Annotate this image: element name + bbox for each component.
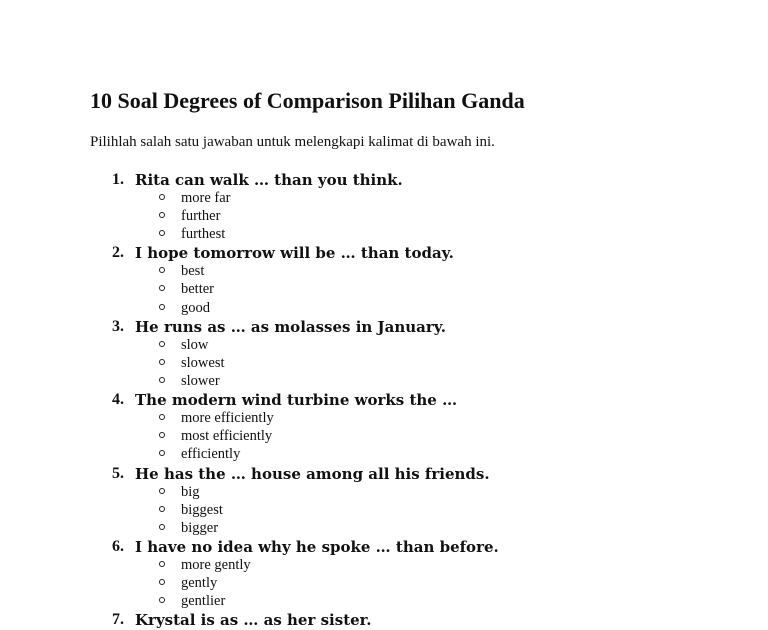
question-text: I have no idea why he spoke … than before. (135, 537, 499, 556)
hollow-circle-bullet-icon (159, 359, 165, 365)
question-number: 7. (112, 611, 124, 629)
question-number: 2. (112, 244, 124, 262)
hollow-circle-bullet-icon (159, 524, 165, 530)
answer-option-text: slowest (181, 354, 225, 371)
hollow-circle-bullet-icon (159, 267, 165, 273)
question-text: The modern wind turbine works the … (135, 391, 458, 410)
hollow-circle-bullet-icon (159, 450, 165, 456)
answer-option-text: more efficiently (181, 410, 274, 427)
hollow-circle-bullet-icon (159, 506, 165, 512)
hollow-circle-bullet-icon (159, 212, 165, 218)
answer-option-text: good (181, 299, 210, 316)
question-number: 5. (112, 464, 124, 482)
answer-option-text: furthest (181, 226, 226, 243)
hollow-circle-bullet-icon (159, 488, 165, 494)
page-title: 10 Soal Degrees of Comparison Pilihan Ganda (90, 88, 525, 113)
question-text: Krystal is as … as her sister. (135, 611, 372, 630)
answer-option-text: bigger (181, 519, 219, 536)
instructions: Pilihlah salah satu jawaban untuk melengkapi kalimat di bawah ini. (90, 134, 495, 150)
hollow-circle-bullet-icon (159, 377, 165, 383)
answer-option-text: more gently (181, 556, 251, 573)
answer-option-text: slow (181, 336, 209, 353)
answer-option-text: more far (181, 190, 231, 206)
hollow-circle-bullet-icon (159, 304, 165, 310)
answer-option-text: better (181, 281, 215, 298)
hollow-circle-bullet-icon (159, 579, 165, 585)
hollow-circle-bullet-icon (159, 432, 165, 438)
question-number: 6. (112, 537, 124, 555)
answer-option-text: further (181, 208, 221, 225)
question-text: I hope tomorrow will be … than today. (135, 244, 454, 263)
answer-option-text: big (181, 483, 200, 500)
hollow-circle-bullet-icon (159, 597, 165, 603)
question-number: 3. (112, 317, 124, 335)
hollow-circle-bullet-icon (159, 561, 165, 567)
question-text: He has the … house among all his friends. (135, 464, 490, 483)
question-text: He runs as … as molasses in January. (135, 317, 447, 336)
answer-option-text: slower (181, 372, 220, 389)
hollow-circle-bullet-icon (159, 341, 165, 347)
answer-option-text: efficiently (181, 446, 241, 463)
hollow-circle-bullet-icon (159, 194, 165, 200)
question-text: Rita can walk … than you think. (135, 171, 403, 189)
question-number: 4. (112, 391, 124, 409)
hollow-circle-bullet-icon (159, 285, 165, 291)
question-number: 1. (112, 171, 124, 188)
answer-option-text: best (181, 263, 205, 280)
answer-option-text: gently (181, 575, 218, 592)
hollow-circle-bullet-icon (159, 230, 165, 236)
answer-option-text: biggest (181, 501, 223, 518)
hollow-circle-bullet-icon (159, 414, 165, 420)
answer-option-text: most efficiently (181, 428, 273, 445)
answer-option-text: gentlier (181, 593, 226, 610)
